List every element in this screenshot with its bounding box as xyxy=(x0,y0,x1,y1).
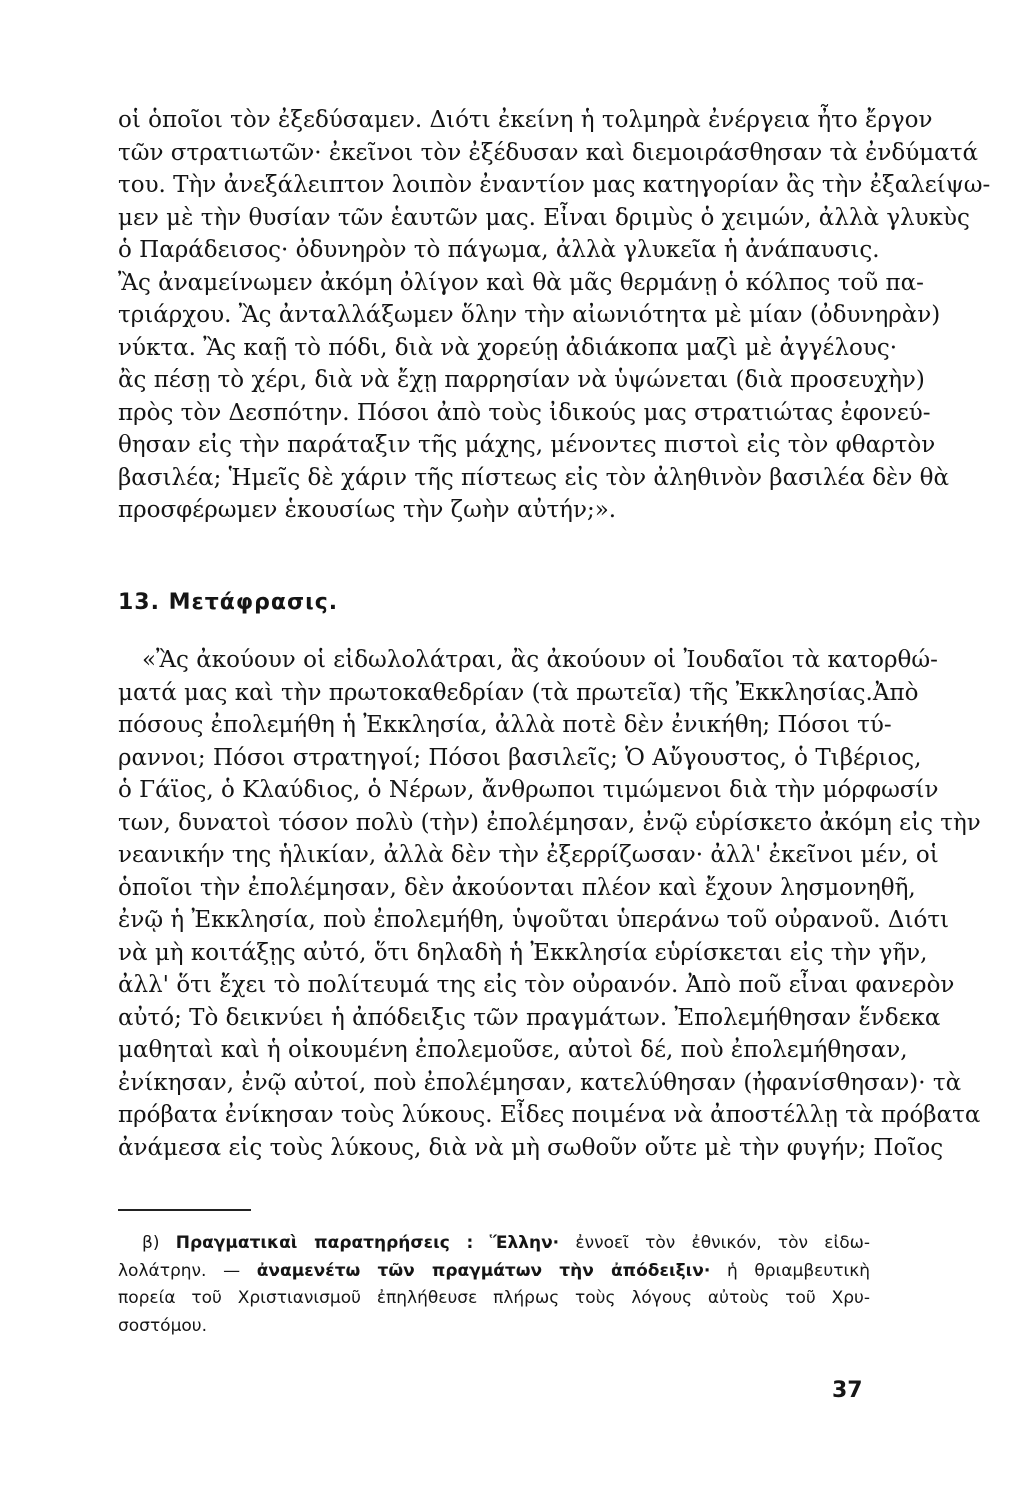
text-line: ραννοι; Πόσοι στρατηγοί; Πόσοι βασιλεῖς; Ὁ Αὔγουστος, ὁ Τιβέριος, xyxy=(118,744,922,771)
page-number: 37 xyxy=(832,1378,863,1403)
text-line: ματά μας καὶ τὴν πρωτοκαθεδρίαν (τὰ πρωτεῖα) τῆς Ἐκκλησίας.Ἀπὸ xyxy=(118,679,919,706)
text-line: ὁποῖοι τὴν ἐπολέμησαν, δὲν ἀκούονται πλέον καὶ ἔχουν λησμονηθῆ, xyxy=(118,874,916,901)
text-line: ἂς πέσῃ τὸ χέρι, διὰ νὰ ἔχῃ παρρησίαν νὰ ὑψώνεται (διὰ προσευχὴν) xyxy=(118,367,925,393)
text-line: οἱ ὁποῖοι τὸν ἐξεδύσαμεν. Διότι ἐκείνη ἡ τολμηρὰ ἐνέργεια ἦτο ἔργον xyxy=(118,107,933,133)
footnote-marker: β) xyxy=(142,1233,160,1253)
text-line: πρὸς τὸν Δεσπότην. Πόσοι ἀπὸ τοὺς ἰδικούς μας στρατιώτας ἐφονεύ- xyxy=(118,399,931,426)
text-line: νύκτα. Ἂς καῇ τὸ πόδι, διὰ νὰ χορεύῃ ἀδιάκοπα μαζὶ μὲ ἀγγέλους· xyxy=(118,334,898,361)
footnote-label: Πραγματικαὶ παρατηρήσεις : xyxy=(175,1233,474,1253)
footnote-text: ἡ θριαμβευτικὴ xyxy=(726,1260,870,1281)
text-line: ἀνάμεσα εἰς τοὺς λύκους, διὰ νὰ μὴ σωθοῦν οὔτε μὲ τὴν φυγήν; Ποῖος xyxy=(118,1134,944,1161)
text-line: πρόβατα ἐνίκησαν τοὺς λύκους. Εἶδες ποιμένα νὰ ἀποστέλλῃ τὰ πρόβατα xyxy=(118,1102,981,1128)
section-heading-wrap xyxy=(118,590,338,615)
text-line: νὰ μὴ κοιτάξῃς αὐτό, ὅτι δηλαδὴ ἡ Ἐκκλησία εὑρίσκεται εἰς τὴν γῆν, xyxy=(118,939,928,966)
text-line: αὐτό; Τὸ δεικνύει ἡ ἀπόδειξις τῶν πραγμάτων. Ἐπολεμήθησαν ἕνδεκα xyxy=(118,1004,941,1031)
text-line: νεανικήν της ἡλικίαν, ἀλλὰ δὲν τὴν ἐξερρίζωσαν· ἀλλ' ἐκεῖνοι μέν, οἱ xyxy=(118,842,939,868)
footnote-line xyxy=(118,1258,870,1286)
text-line: τῶν στρατιωτῶν· ἐκεῖνοι τὸν ἐξέδυσαν καὶ διεμοιράσθησαν τὰ ἐνδύματά xyxy=(118,139,978,166)
text-line: «Ἂς ἀκούουν οἱ εἰδωλολάτραι, ἂς ἀκούουν οἱ Ἰουδαῖοι τὰ κατορθώ- xyxy=(142,647,938,673)
footnote xyxy=(118,1230,870,1340)
text-line: ἀλλ' ὅτι ἔχει τὸ πολίτευμά της εἰς τὸν οὐρανόν. Ἀπὸ ποῦ εἶναι φανερὸν xyxy=(118,972,955,998)
text-line: Ἂς ἀναμείνωμεν ἀκόμη ὀλίγον καὶ θὰ μᾶς θερμάνῃ ὁ κόλπος τοῦ πα- xyxy=(118,269,924,296)
body-text-bottom xyxy=(118,644,981,1164)
text-line: ὁ Γάϊος, ὁ Κλαύδιος, ὁ Νέρων, ἄνθρωποι τιμώμενοι διὰ τὴν μόρφωσίν xyxy=(118,777,939,803)
footnote-term: ἀναμενέτω τῶν πραγμάτων τὴν ἀπόδειξιν· xyxy=(256,1260,711,1281)
text-line: βασιλέα; Ἡμεῖς δὲ χάριν τῆς πίστεως εἰς τὸν ἀληθινὸν βασιλέα δὲν θὰ xyxy=(118,464,950,491)
text-line: θησαν εἰς τὴν παράταξιν τῆς μάχης, μένοντες πιστοὶ εἰς τὸν φθαρτὸν xyxy=(118,432,936,458)
text-line: ἐνῷ ἡ Ἐκκλησία, ποὺ ἐπολεμήθη, ὑψοῦται ὑπεράνω τοῦ οὐρανοῦ. Διότι xyxy=(118,907,950,933)
text-line: ὁ Παράδεισος· ὀδυνηρὸν τὸ πάγωμα, ἀλλὰ γλυκεῖα ἡ ἀνάπαυσις. xyxy=(118,237,880,263)
text-line: των, δυνατοὶ τόσον πολὺ (τὴν) ἐπολέμησαν, ἐνῷ εὑρίσκετο ἀκόμη εἰς τὴν xyxy=(118,809,981,836)
footnote-line: σοστόμου. xyxy=(118,1315,208,1336)
section-heading: 13. Μετάφρασις. xyxy=(118,590,339,615)
footnote-line xyxy=(118,1230,870,1258)
text-line: πόσους ἐπολεμήθη ἡ Ἐκκλησία, ἀλλὰ ποτὲ δὲν ἐνικήθη; Πόσοι τύ- xyxy=(118,712,892,738)
text-line: μεν μὲ τὴν θυσίαν τῶν ἑαυτῶν μας. Εἶναι δριμὺς ὁ χειμών, ἀλλὰ γλυκὺς xyxy=(118,204,970,231)
text-line: προσφέρωμεν ἑκουσίως τὴν ζωὴν αὐτήν;». xyxy=(118,497,617,523)
footnote-text: λολάτρην. — xyxy=(118,1260,241,1281)
footnote-line: πορεία τοῦ Χριστιανισμοῦ ἐπηλήθευσε πλήρως τοὺς λόγους αὐτοὺς τοῦ Χρυ- xyxy=(118,1288,870,1308)
footnote-divider xyxy=(118,1209,251,1211)
text-line: τριάρχου. Ἂς ἀνταλλάξωμεν ὅλην τὴν αἰωνιότητα μὲ μίαν (ὀδυνηρὰν) xyxy=(118,302,941,328)
text-line: ἐνίκησαν, ἐνῷ αὐτοί, ποὺ ἐπολέμησαν, κατελύθησαν (ἠφανίσθησαν)· τὰ xyxy=(118,1069,962,1096)
footnote-term: Ἕλλην· xyxy=(489,1233,560,1253)
body-text-top xyxy=(118,104,991,527)
text-line: του. Τὴν ἀνεξάλειπτον λοιπὸν ἐναντίον μας κατηγορίαν ἂς τὴν ἐξαλείψω- xyxy=(118,172,991,198)
text-line: μαθηταὶ καὶ ἡ οἰκουμένη ἐπολεμοῦσε, αὐτοὶ δέ, ποὺ ἐπολεμήθησαν, xyxy=(118,1037,908,1063)
footnote-text: ἐννοεῖ τὸν ἐθνικόν, τὸν εἰδω- xyxy=(575,1233,871,1253)
